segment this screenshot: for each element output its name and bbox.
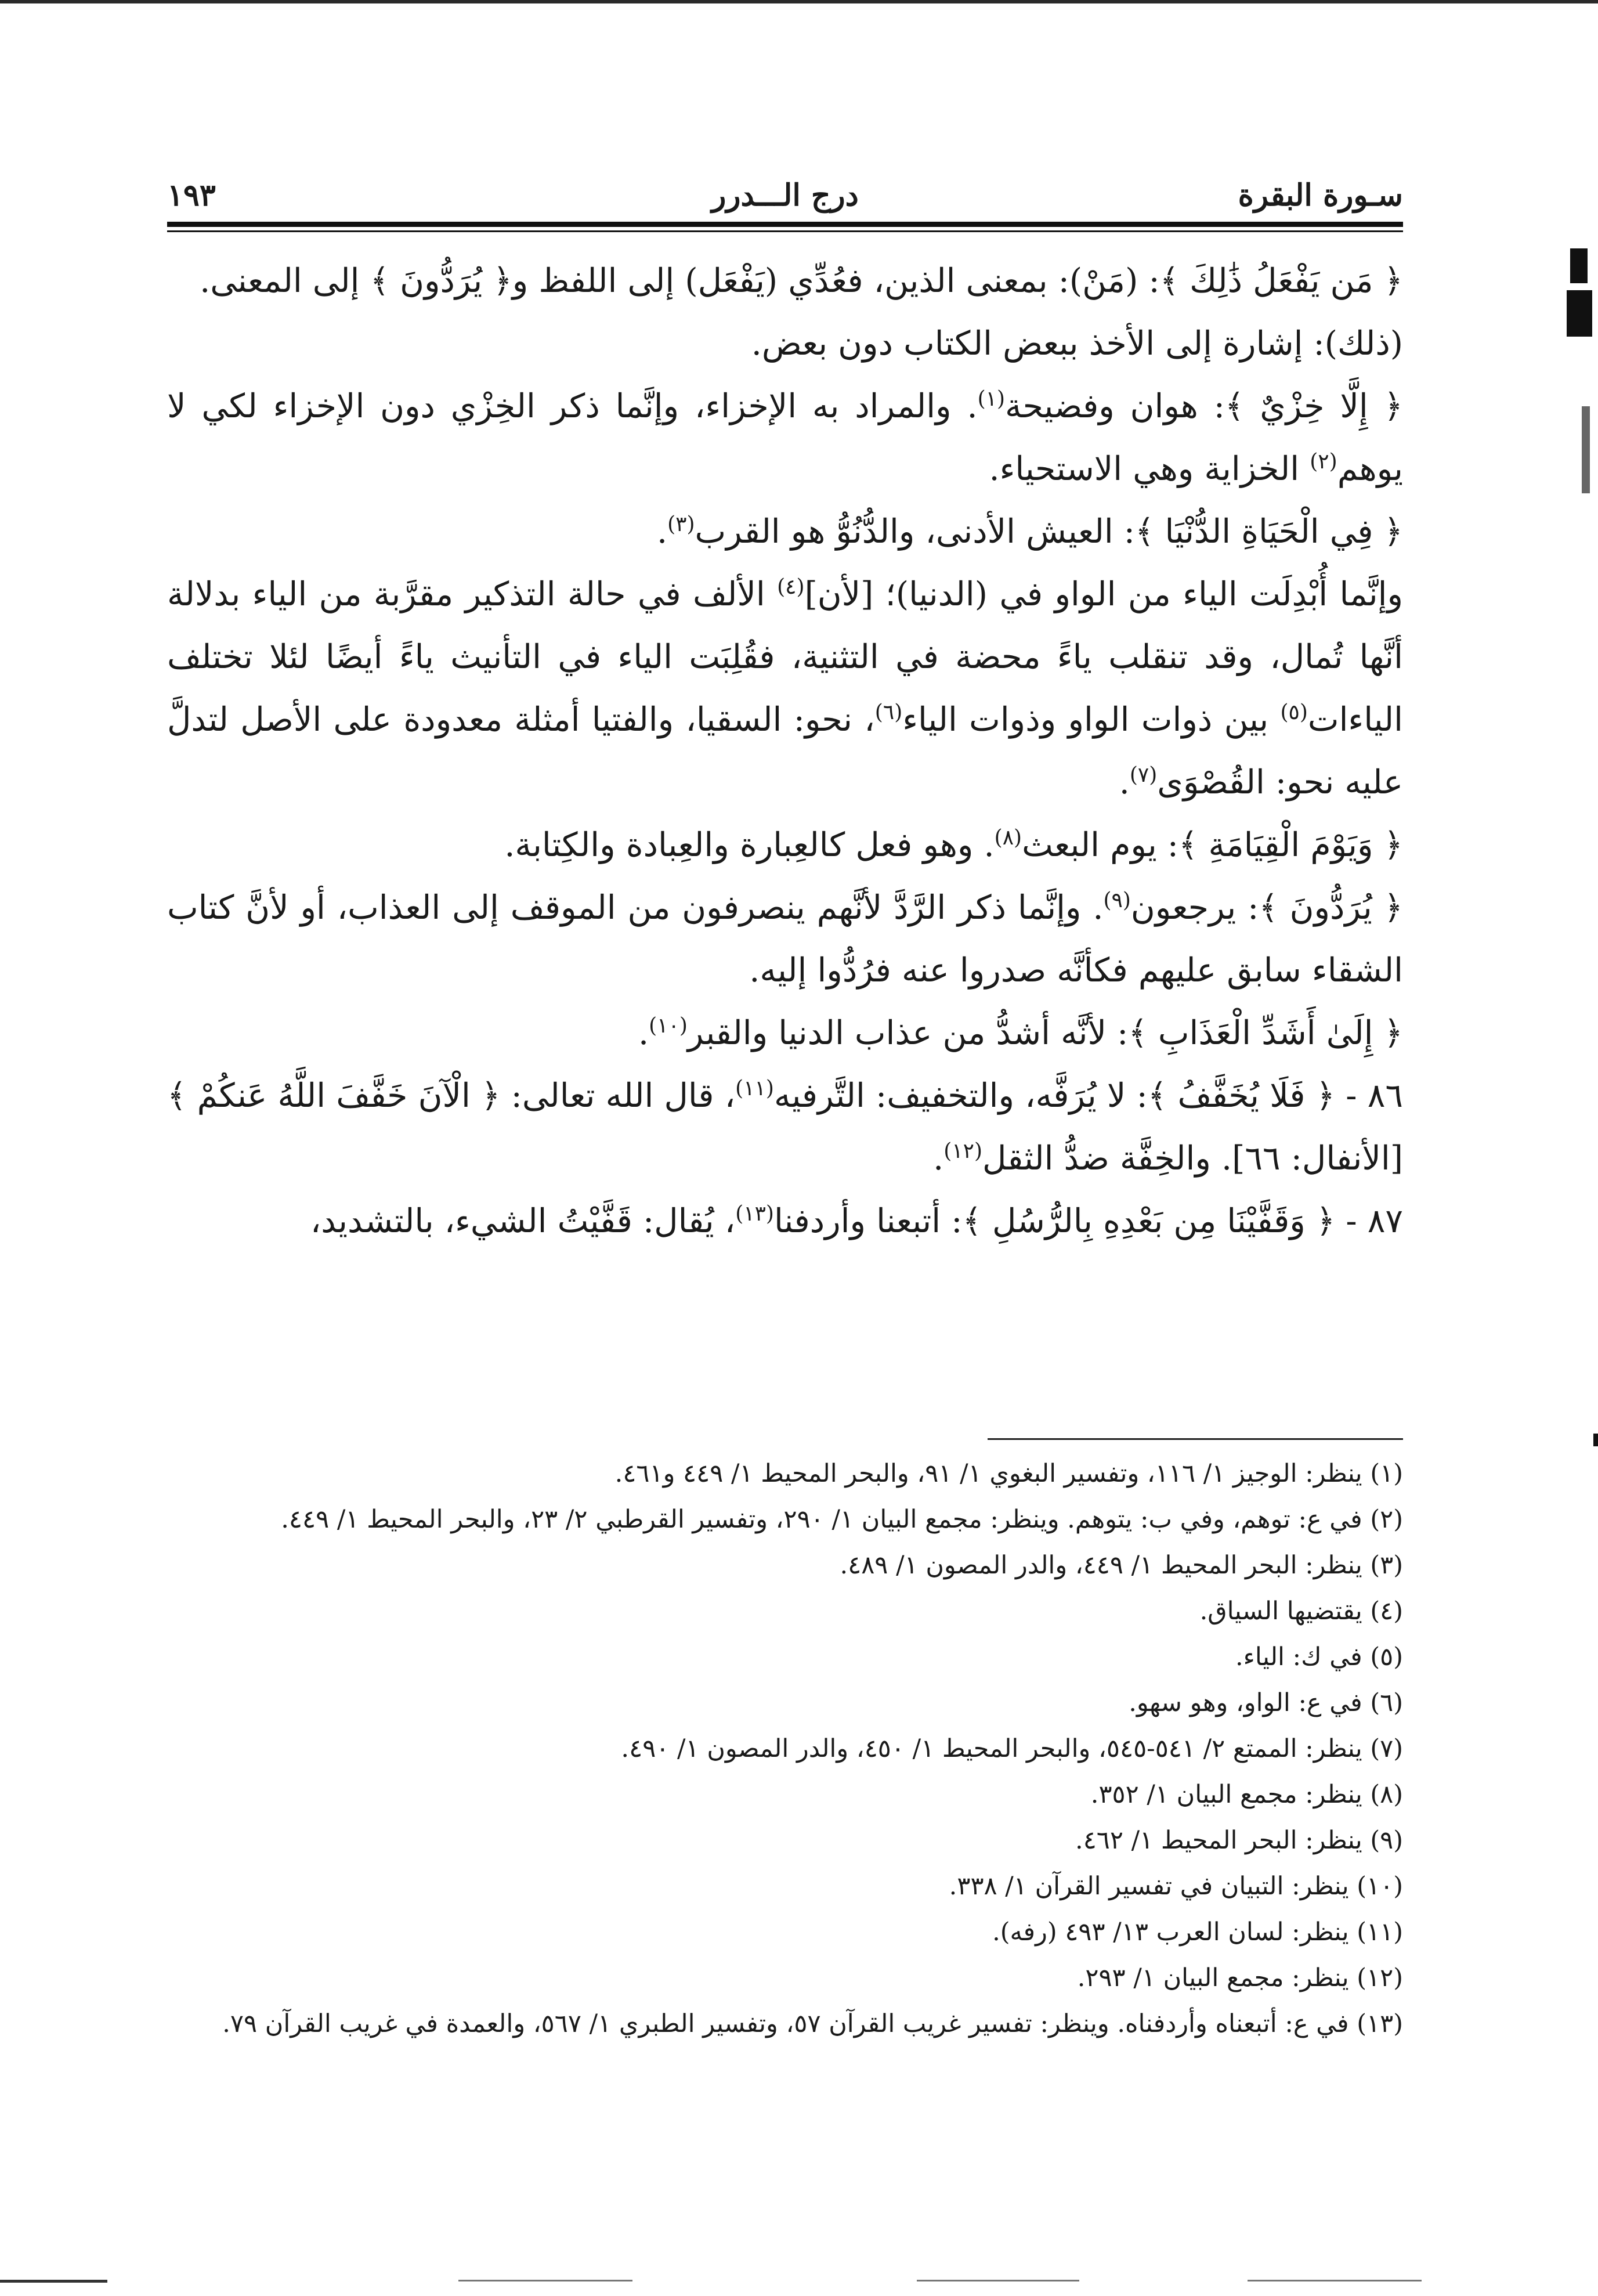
footnote-item: (٢) في ع: توهم، وفي ب: يتوهم. وينظر: مجمع البيان ١/ ٢٩٠، وتفسير القرطبي ٢/ ٢٣، والبحر المحيط ١/ ٤٤٩. — [281, 1505, 1403, 1534]
paragraph-1: ﴿ مَن يَفْعَلُ ذَٰلِكَ ﴾: (مَنْ): بمعنى الذين، فعُدِّي (يَفْعَل) إلى اللفظ و﴿ يُرَدُّونَ ﴾ إلى المعنى. — [200, 262, 1403, 300]
paragraph-text: ، يُقال: قَفَّيْتُ الشيء، بالتشديد، — [310, 1202, 736, 1240]
footnote-ref: (١١) — [735, 1077, 774, 1100]
main-text — [167, 250, 1403, 1252]
paragraph-text: . — [638, 1014, 649, 1052]
paragraph-text: ٨٦ - ﴿ فَلَا يُخَفَّفُ ﴾: لا يُرَفَّه، والتخفيف: التَّرفيه — [773, 1077, 1403, 1115]
paragraph-text: ٨٧ - ﴿ وَقَفَّيْنَا مِن بَعْدِهِ بِالرُّسُلِ ﴾: أتبعنا وأردفنا — [773, 1202, 1403, 1240]
footnote-ref: (١٠) — [649, 1014, 688, 1038]
footnote-item: (٦) في ع: الواو، وهو سهو. — [1129, 1688, 1403, 1717]
paragraph-5 — [167, 563, 1403, 814]
running-header — [167, 174, 1403, 221]
footnote-ref: (١) — [977, 387, 1006, 411]
paragraph-2: (ذلك): إشارة إلى الأخذ ببعض الكتاب دون بعض. — [751, 324, 1403, 363]
paragraph-9 — [167, 1064, 1403, 1190]
paragraph-text: الخزاية وهي الاستحياء. — [989, 450, 1310, 488]
book-title: درج الـــدرر — [711, 178, 859, 213]
paragraph-text: ﴿ إِلَىٰ أَشَدِّ الْعَذَابِ ﴾: لأنَّه أشدُّ من عذاب الدنيا والقبر — [687, 1014, 1403, 1052]
paragraph-4 — [167, 500, 1403, 563]
footnote-item: (٧) ينظر: الممتع ٢/ ٥٤١-٥٤٥، والبحر المحيط ١/ ٤٥٠، والدر المصون ١/ ٤٩٠. — [621, 1734, 1403, 1763]
scan-bottom-line — [1248, 2280, 1422, 2281]
footnote-ref: (٧) — [1129, 763, 1158, 787]
footnote-item: (٩) ينظر: البحر المحيط ١/ ٤٦٢. — [1075, 1826, 1403, 1855]
scan-margin-mark — [1593, 1434, 1598, 1446]
paragraph-text: بين ذوات الواو وذوات الياء — [902, 701, 1281, 739]
footnote-item: (٥) في ك: الياء. — [1235, 1642, 1403, 1672]
footnote-item: (١١) ينظر: لسان العرب ١٣/ ٤٩٣ (رفه). — [992, 1918, 1403, 1947]
paragraph-text: . — [656, 512, 668, 551]
footnote-ref: (١٢) — [943, 1139, 983, 1163]
paragraph-text: . — [933, 1139, 944, 1178]
paragraph-6 — [167, 814, 1403, 876]
footnotes — [167, 1451, 1403, 2047]
paragraph-10 — [167, 1190, 1403, 1252]
footnote-ref: (٣) — [667, 512, 695, 536]
paragraph-text: الألف في حالة التذكير مقرَّبة من الياء بدلالة أنَّها تُمال، وقد تنقلب ياءً محضة في التثنية، فقُلِبَت الياء في التأنيث ياءً أيضًا لئلا تختلف الياءات — [167, 575, 1403, 739]
footnote-ref: (١٣) — [735, 1202, 774, 1226]
header-rule-thick — [167, 222, 1403, 227]
footnote-ref: (٨) — [994, 826, 1022, 850]
scan-margin-mark — [1567, 290, 1592, 337]
scan-bottom-line — [0, 2280, 107, 2283]
footnote-ref: (٩) — [1103, 889, 1131, 912]
footnote-ref: (٢) — [1310, 450, 1337, 474]
footnote-ref: (٥) — [1280, 701, 1308, 724]
paragraph-text: ﴿ وَيَوْمَ الْقِيَامَةِ ﴾: يوم البعث — [1022, 826, 1403, 864]
paragraph-text: . وهو فعل كالعِبارة والعِبادة والكِتابة. — [504, 826, 995, 864]
paragraph-text: . — [1119, 763, 1130, 802]
scan-margin-mark — [1570, 248, 1588, 283]
paragraph-8 — [167, 1002, 1403, 1064]
footnote-ref: (٤) — [777, 575, 805, 599]
paragraph-text: ﴿ إِلَّا خِزْيٌ ﴾: هوان وفضيحة — [1005, 387, 1403, 425]
paragraph-text: . والمراد به الإخزاء، وإنَّما ذكر الخِزْي دون الإخزاء لكي لا يوهم — [167, 387, 1403, 488]
footnote-separator — [988, 1438, 1403, 1440]
paragraph-7 — [167, 876, 1403, 1002]
footnote-item: (١٢) ينظر: مجمع البيان ١/ ٢٩٣. — [1077, 1963, 1403, 1992]
paragraph-text: ، نحو: السقيا، والفتيا أمثلة معدودة على الأصل لتدلَّ عليه نحو: القُصْوَى — [167, 701, 1403, 802]
surah-title: سـورة البقرة — [1238, 178, 1403, 213]
footnote-item: (١) ينظر: الوجيز ١/ ١١٦، وتفسير البغوي ١/ ٩١، والبحر المحيط ١/ ٤٤٩ و٤٦١. — [614, 1459, 1403, 1488]
scan-bottom-line — [458, 2280, 632, 2281]
paragraph-text: . وإنَّما ذكر الرَّدَّ لأنَّهم ينصرفون من الموقف إلى العذاب، أو لأنَّ كتاب الشقاء سابق عليهم فكأنَّه صدروا عنه فرُدُّوا إليه. — [167, 889, 1403, 990]
paragraph-3 — [167, 375, 1403, 500]
paragraph-text: ﴿ يُرَدُّونَ ﴾: يرجعون — [1130, 889, 1403, 927]
footnote-ref: (٦) — [874, 701, 903, 724]
footnote-item: (١٣) في ع: أتبعناه وأردفناه. وينظر: تفسير غريب القرآن ٥٧، وتفسير الطبري ١/ ٥٦٧، والعمدة في غريب القرآن ٧٩. — [222, 2009, 1403, 2038]
footnote-item: (٨) ينظر: مجمع البيان ١/ ٣٥٢. — [1090, 1780, 1403, 1809]
footnote-item: (١٠) ينظر: التبيان في تفسير القرآن ١/ ٣٣٨. — [949, 1872, 1403, 1901]
paragraph-text: ﴿ فِي الْحَيَاةِ الدُّنْيَا ﴾: العيش الأدنى، والدُّنُوُّ هو القرب — [695, 512, 1403, 551]
footnote-item: (٣) ينظر: البحر المحيط ١/ ٤٤٩، والدر المصون ١/ ٤٨٩. — [840, 1551, 1403, 1580]
scan-margin-mark — [1582, 406, 1590, 493]
header-rule-thin — [167, 230, 1403, 232]
paragraph-text: وإنَّما أُبْدِلَت الياء من الواو في (الدنيا)؛ [لأن] — [804, 575, 1403, 613]
page-number: ١٩٣ — [167, 178, 216, 213]
scan-bottom-line — [917, 2280, 1079, 2281]
paragraph-text: ، قال الله تعالى: ﴿ الْآنَ خَفَّفَ اللَّهُ عَنكُمْ ﴾ [الأنفال: ٦٦]. والخِفَّة ضدُّ الثقل — [167, 1077, 1403, 1178]
footnote-item: (٤) يقتضيها السياق. — [1199, 1597, 1403, 1626]
